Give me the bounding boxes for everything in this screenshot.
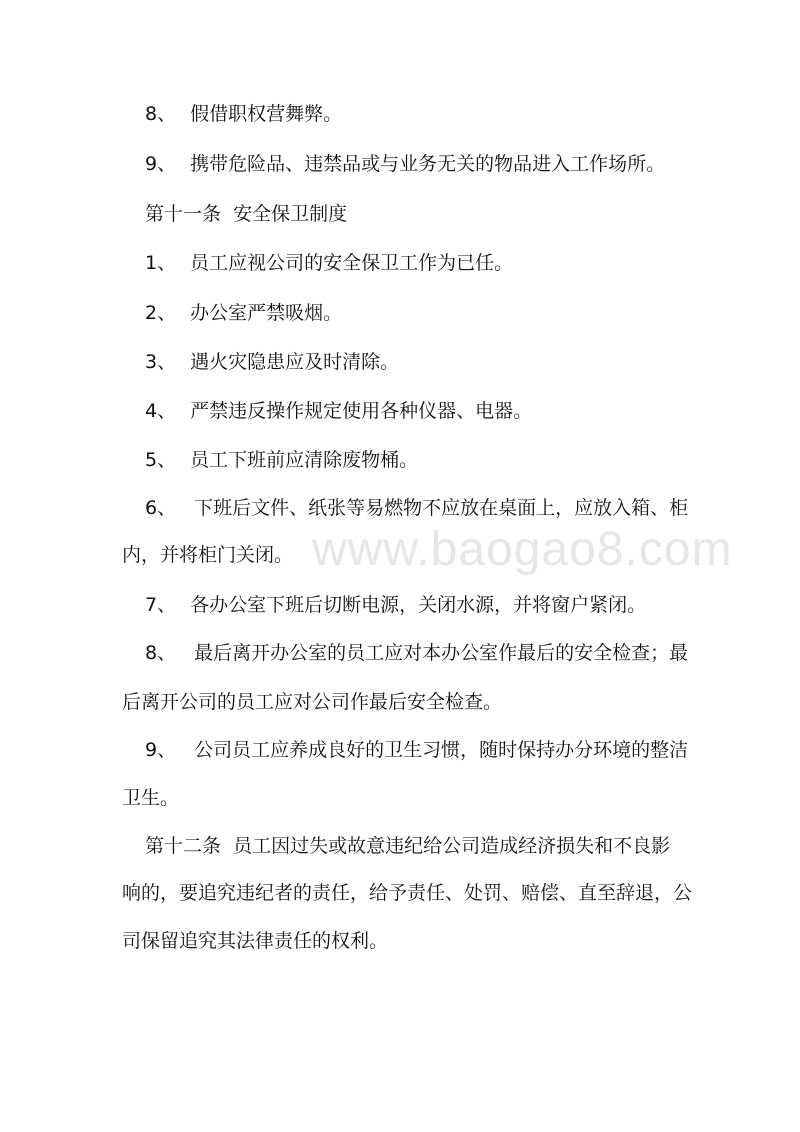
list-item: [145, 592, 646, 618]
item-text: 员工应视公司的安全保卫工作为已任。: [190, 252, 514, 274]
list-item: [145, 250, 513, 276]
article-paragraph-line: 第十二条 员工因过失或故意违纪给公司造成经济损失和不良影: [145, 835, 671, 857]
list-item: [145, 101, 342, 127]
list-item: [145, 495, 688, 521]
item-number: 8、: [145, 642, 177, 664]
item-number: 7、: [145, 594, 177, 616]
item-text-continuation: 卫生。: [122, 787, 180, 809]
item-number: 8、: [145, 103, 177, 125]
item-text-continuation: 后离开公司的员工应对公司作最后安全检查。: [122, 691, 503, 713]
item-text-line1: 公司员工应养成良好的卫生习惯，随时保持办分环境的整洁: [194, 739, 689, 761]
article-paragraph-line: 响的，要追究违纪者的责任，给予责任、处罚、赔偿、直至辞退，公: [122, 882, 693, 904]
item-text: 遇火灾隐患应及时清除。: [190, 351, 400, 373]
list-item: [145, 447, 418, 473]
item-number: 9、: [145, 153, 177, 175]
list-item: [145, 398, 532, 424]
item-number: 4、: [145, 400, 177, 422]
item-number: 1、: [145, 252, 177, 274]
item-text: 假借职权营舞弊。: [190, 103, 343, 125]
watermark: www.baogao8.com: [312, 523, 733, 576]
item-number: 2、: [145, 302, 177, 324]
item-text-line1: 下班后文件、纸张等易燃物不应放在桌面上，应放入箱、柜: [194, 497, 689, 519]
item-text: 办公室严禁吸烟。: [190, 302, 343, 324]
item-number: 6、: [145, 497, 177, 519]
item-text: 携带危险品、违禁品或与业务无关的物品进入工作场所。: [190, 153, 666, 175]
item-number: 9、: [145, 739, 177, 761]
item-text: 各办公室下班后切断电源，关闭水源，并将窗户紧闭。: [190, 594, 647, 616]
section-heading: 第十一条 安全保卫制度: [145, 203, 348, 225]
list-item: [145, 349, 399, 375]
list-item: [145, 640, 688, 666]
list-item: [145, 737, 688, 763]
list-item: [145, 151, 665, 177]
item-number: 3、: [145, 351, 177, 373]
item-text: 员工下班前应清除废物桶。: [190, 449, 419, 471]
item-number: 5、: [145, 449, 177, 471]
item-text-line1: 最后离开办公室的员工应对本办公室作最后的安全检查；最: [194, 642, 689, 664]
article-paragraph-line: 司保留追究其法律责任的权利。: [122, 930, 389, 952]
list-item: [145, 300, 342, 326]
item-text: 严禁违反操作规定使用各种仪器、电器。: [190, 400, 533, 422]
item-text-continuation: 内，并将柜门关闭。: [122, 544, 294, 566]
